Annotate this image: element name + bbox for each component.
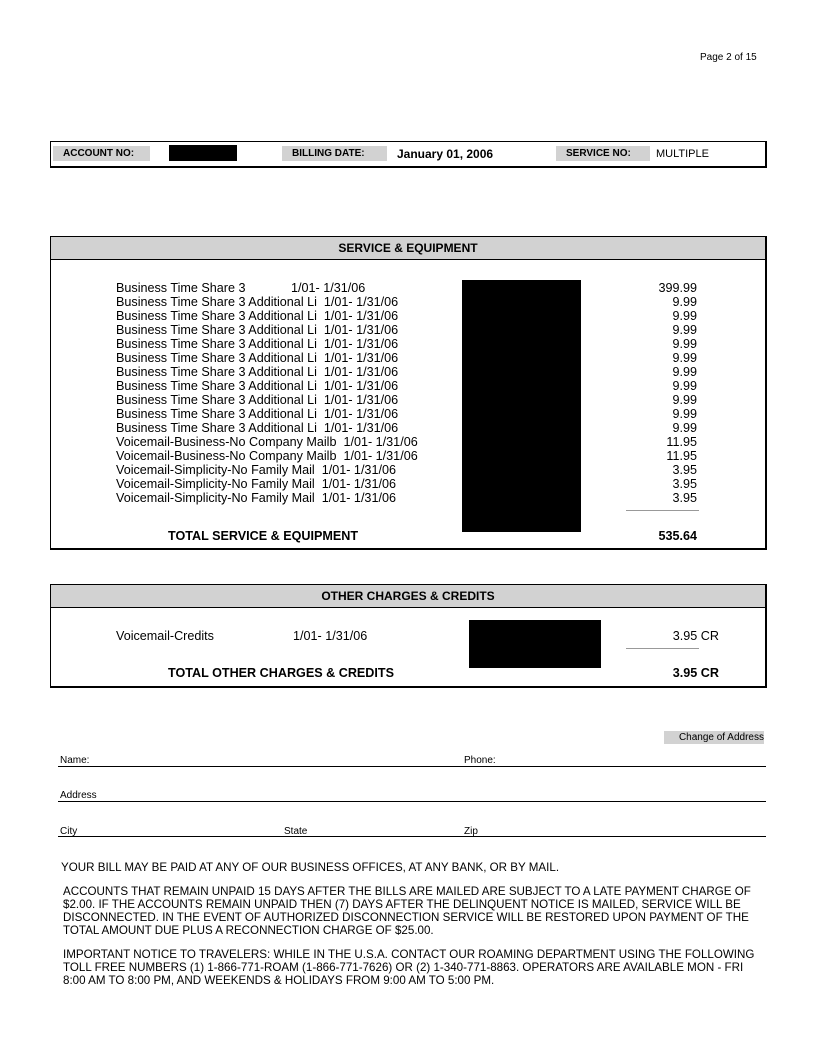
line-item-amount: 3.95 CR	[672, 629, 719, 643]
line-item-desc: Business Time Share 3 Additional Li 1/01- 1/31/06	[116, 407, 399, 421]
line-item-desc: Business Time Share 3 Additional Li 1/01- 1/31/06	[116, 351, 399, 365]
line-item-desc: Business Time Share 3 Additional Li 1/01- 1/31/06	[116, 393, 399, 407]
line-item-amount: 3.95	[672, 491, 697, 505]
account-no-redacted	[169, 145, 237, 161]
line-item-desc: Voicemail-Business-No Company Mailb 1/01- 1/31/06	[116, 449, 418, 463]
line-item-desc: Voicemail-Simplicity-No Family Mail 1/01- 1/31/06	[116, 491, 396, 505]
line-item-desc: Business Time Share 3 Additional Li 1/01- 1/31/06	[116, 309, 399, 323]
other-charges-section	[50, 584, 767, 688]
name-phone-field-line[interactable]	[58, 766, 766, 767]
name-label: Name:	[60, 755, 90, 766]
zip-label: Zip	[464, 826, 478, 837]
address-field-line[interactable]	[58, 801, 766, 802]
line-item-amount: 9.99	[672, 393, 697, 407]
late-payment-notice: ACCOUNTS THAT REMAIN UNPAID 15 DAYS AFTER THE BILLS ARE MAILED ARE SUBJECT TO A LATE PAYMENT CHARGE OF $2.00. IF THE ACCOUNTS REMAIN UNPAID THEN (7) DAYS AFTER THE DELINQUENT NOTICE IS MAILED, SERVICE WILL BE DISCONNECTED. IN THE EVENT OF AUTHORIZED DISCONNECTION SERVICE WILL BE RESTORED UPON PAYMENT OF THE TOTAL AMOUNT DUE PLUS A RECONNECTION CHARGE OF $25.00.	[63, 885, 751, 937]
redacted-block	[462, 280, 581, 532]
line-item-amount: 3.95	[672, 477, 697, 491]
line-item-desc: Business Time Share 3 Additional Li 1/01- 1/31/06	[116, 365, 399, 379]
section-header: OTHER CHARGES & CREDITS	[51, 585, 765, 608]
line-item-desc: Business Time Share 3 Additional Li 1/01- 1/31/06	[116, 337, 399, 351]
total-amount: 535.64	[658, 529, 697, 543]
line-item-amount: 9.99	[672, 407, 697, 421]
line-item-amount: 9.99	[672, 323, 697, 337]
subtotal-rule	[626, 648, 699, 649]
redacted-block	[469, 620, 601, 668]
travelers-notice: IMPORTANT NOTICE TO TRAVELERS: WHILE IN THE U.S.A. CONTACT OUR ROAMING DEPARTMENT USING THE FOLLOWING TOLL FREE NUMBERS (1) 1-866-771-ROAM (1-866-771-7626) OR (2) 1-340-771-8863. OPERATORS ARE AVAILABLE MON - FRI 8:00 AM TO 8:00 PM, AND WEEKENDS & HOLIDAYS FROM 9:00 AM TO 5:00 PM.	[63, 948, 755, 987]
line-item-amount: 9.99	[672, 337, 697, 351]
line-item-amount: 3.95	[672, 463, 697, 477]
total-label: TOTAL SERVICE & EQUIPMENT	[168, 529, 359, 543]
billing-date-value: January 01, 2006	[397, 147, 494, 161]
line-item-desc: Voicemail-Simplicity-No Family Mail 1/01- 1/31/06	[116, 463, 396, 477]
line-item-amount: 9.99	[672, 351, 697, 365]
change-of-address-label: Change of Address	[664, 731, 764, 744]
line-item-desc: Business Time Share 3 1/01- 1/31/06	[116, 281, 366, 295]
line-item-desc: Business Time Share 3 Additional Li 1/01- 1/31/06	[116, 323, 399, 337]
billing-date-label: BILLING DATE:	[282, 146, 387, 161]
line-item-amount: 9.99	[672, 379, 697, 393]
line-item-desc: Business Time Share 3 Additional Li 1/01- 1/31/06	[116, 295, 399, 309]
line-item-desc: Voicemail-Business-No Company Mailb 1/01- 1/31/06	[116, 435, 418, 449]
line-item-period: 1/01- 1/31/06	[293, 629, 368, 643]
line-item-desc: Business Time Share 3 Additional Li 1/01- 1/31/06	[116, 379, 399, 393]
section-header: SERVICE & EQUIPMENT	[51, 237, 765, 260]
line-item-amount: 11.95	[666, 449, 697, 463]
service-no-label: SERVICE NO:	[556, 146, 650, 161]
line-item-amount: 9.99	[672, 365, 697, 379]
service-equipment-section	[50, 236, 767, 550]
line-item-desc: Voicemail-Credits	[116, 629, 214, 643]
address-label: Address	[60, 790, 97, 801]
city-state-zip-field-line[interactable]	[58, 836, 766, 837]
line-item-amount: 9.99	[672, 421, 697, 435]
line-item-amount: 399.99	[658, 281, 697, 295]
line-item-amount: 11.95	[666, 435, 697, 449]
line-item-desc: Business Time Share 3 Additional Li 1/01- 1/31/06	[116, 421, 399, 435]
line-item-amount: 9.99	[672, 309, 697, 323]
state-label: State	[284, 826, 308, 837]
page-number: Page 2 of 15	[700, 52, 757, 63]
account-no-label: ACCOUNT NO:	[53, 146, 150, 161]
city-label: City	[60, 826, 78, 837]
total-label: TOTAL OTHER CHARGES & CREDITS	[168, 666, 394, 680]
phone-label: Phone:	[464, 755, 496, 766]
payment-notice: YOUR BILL MAY BE PAID AT ANY OF OUR BUSINESS OFFICES, AT ANY BANK, OR BY MAIL.	[61, 861, 560, 874]
line-item-amount: 9.99	[672, 295, 697, 309]
subtotal-rule	[626, 510, 699, 511]
service-no-value: MULTIPLE	[656, 148, 709, 160]
account-info-bar	[50, 141, 767, 168]
total-amount: 3.95 CR	[672, 666, 719, 680]
line-item-desc: Voicemail-Simplicity-No Family Mail 1/01- 1/31/06	[116, 477, 396, 491]
